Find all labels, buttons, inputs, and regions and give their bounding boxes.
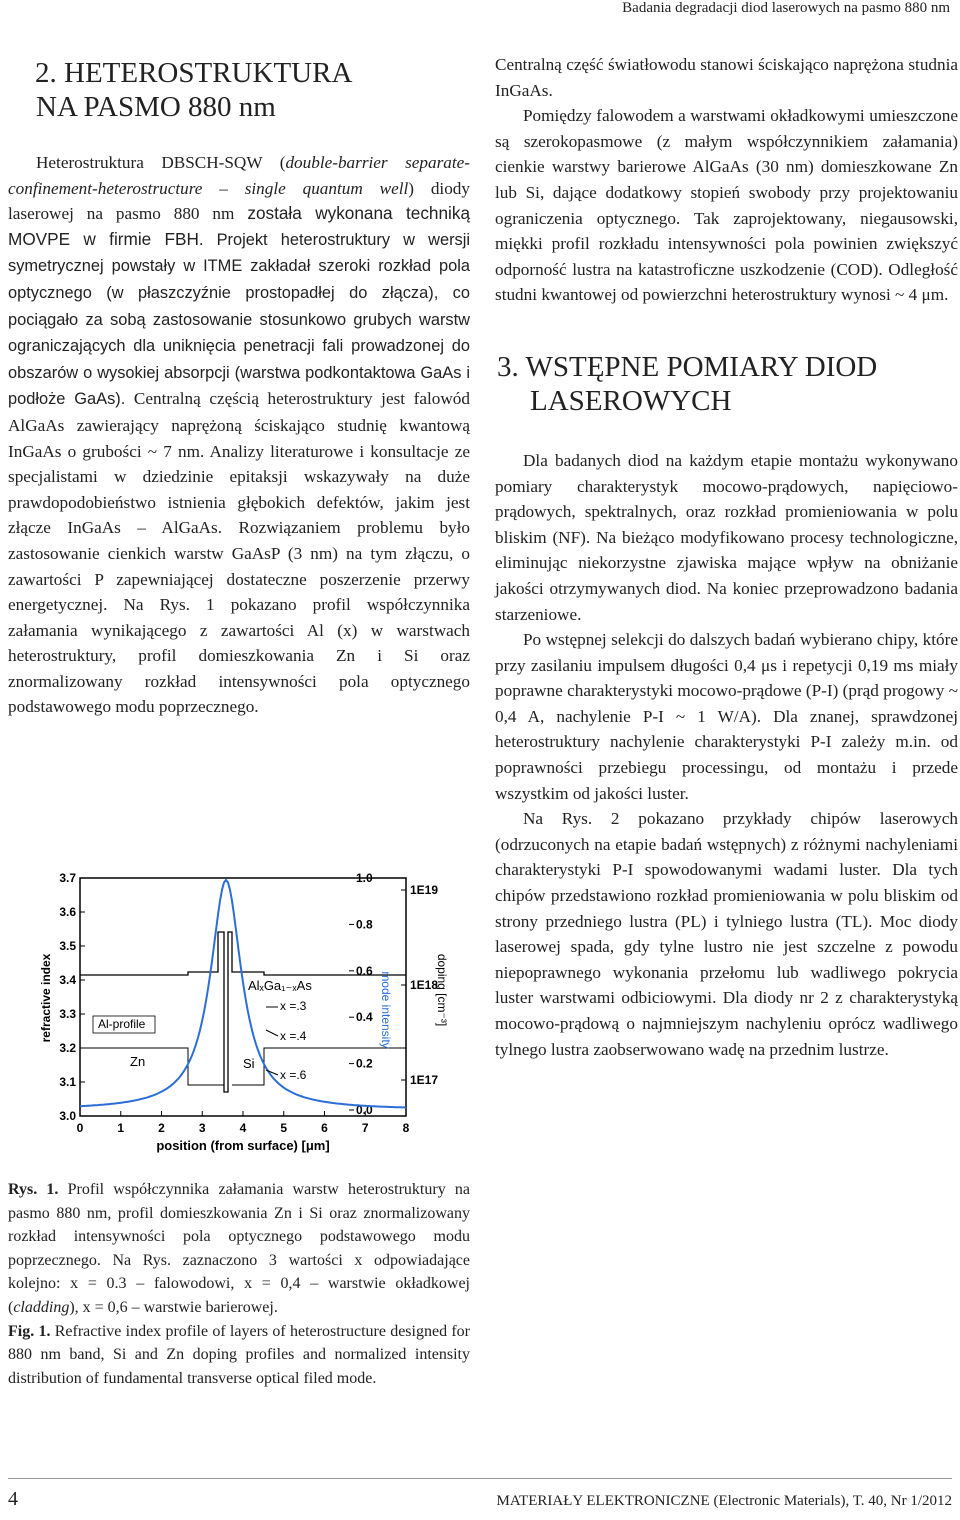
si-label: Si xyxy=(243,1056,255,1071)
caption-label: Rys. 1. xyxy=(8,1181,59,1198)
right-paragraph-a: Centralną część światłowodu stanowi ściskająco naprężona studnia InGaAs. xyxy=(495,55,958,100)
x4-pointer xyxy=(266,1030,278,1036)
x-tick-label: 8 xyxy=(402,1121,410,1135)
mode-intensity-axis-label: mode intensity xyxy=(379,971,393,1049)
x6-label: x =.6 xyxy=(280,1068,307,1082)
left-tick-label: 3.2 xyxy=(59,1041,76,1055)
section-3-paragraph-1: Dla badanych diod na każdym etapie montażu wykonywano pomiary charakterystyk mocowo-prądowych, napięciowo-prądowych, spektralnych, oraz rozkład promieniowania w polu bliskim (NF). Na bieżąco modyfikowano procesy technologiczne, eliminując niekorzystne zjawiska mające wpływ na obniżanie jakości otrzymywanych diod. Na koniec przeprowadzono badania starzeniowe. xyxy=(495,450,958,624)
left-tick-label: 3.7 xyxy=(59,871,76,885)
page-number: 4 xyxy=(8,1488,18,1510)
right-tick-label: 1E18 xyxy=(410,978,439,992)
left-column xyxy=(8,52,470,720)
section-2-paragraph xyxy=(8,150,470,720)
caption-text: ), x = 0,6 – warstwie barierowej. xyxy=(69,1298,278,1316)
section-3-paragraph-3: Na Rys. 2 pokazano przykłady chipów laserowych (odrzuconych na etapie badań wstępnych) z różnymi nachyleniami charakterystyki P-I spowodowanymi wadami luster. Dla tych chipów przedstawiono rozkład promieniowania w polu bliskim od strony przedniego lustra (PL) i tylniego lustra (TL). Moc diody laserowej spada, gdy tylne lustro nie jest szczelne z powodu niepoprawnego wykonania przełomu lub wadliwego pokrycia luster warstwami odbiciowymi. Dla diody nr 2 z charakterystyką mocowo-prądową o najmniejszym nachyleniu oprócz wadliwego tylnego lustra zaobserwowano wadę na przednim lustrze. xyxy=(495,809,958,1059)
x-tick-label: 7 xyxy=(361,1121,369,1135)
al-profile-label: Al-profile xyxy=(98,1017,146,1031)
algaas-label: AlₓGa₁₋ₓAs xyxy=(248,978,312,993)
footer-rule xyxy=(8,1478,952,1479)
section-2-heading xyxy=(8,52,470,124)
left-tick-label: 3.6 xyxy=(59,905,76,919)
mode-intensity-curve xyxy=(80,880,406,1108)
caption-text: Refractive index profile of layers of heterostructure designed for 880 nm band, Si and Zn doping profiles and normalized intensity distribution of fundamental transverse optical filed mode. xyxy=(8,1322,470,1387)
x-tick-label: 1 xyxy=(117,1121,125,1135)
left-axis-label: refractive index xyxy=(39,953,53,1043)
section-2-heading-line1: 2. HETEROSTRUKTURA xyxy=(35,57,353,89)
left-tick-label: 3.4 xyxy=(59,973,76,987)
right-tick-label: 1E17 xyxy=(410,1073,439,1087)
mid-tick-label: 0.2 xyxy=(356,1056,373,1071)
figure-1-plot xyxy=(38,870,448,1160)
para-text-sans: została wykonana techniką MOVPE w firmie FBH. xyxy=(8,203,471,249)
mid-tick-label: 1.0 xyxy=(356,871,373,885)
left-tick-label: 3.0 xyxy=(59,1109,76,1123)
x-tick-label: 0 xyxy=(76,1121,84,1135)
section-3-heading xyxy=(495,346,958,418)
x-tick-label: 2 xyxy=(158,1121,165,1135)
x3-label: x =.3 xyxy=(280,999,307,1013)
caption-italic: cladding xyxy=(13,1298,70,1316)
para-text-sans: Projekt heterostruktury w wersji symetrycznej powstały w ITME zakładał szeroki rozkład pola optycznego (w płaszczyźnie prostopadłej do złącza), co pociągało za sobą zastosowanie stosunkowo grubych warstw ograniczających dla uniknięcia penetracji fali prowadzonej do obszarów o wysokiej absorpcji (warstwa podkontaktowa GaAs i podłoże GaAs). xyxy=(8,230,471,409)
mid-tick-label: 0.4 xyxy=(356,1010,373,1025)
x-tick-label: 6 xyxy=(321,1121,328,1135)
running-header: Badania degradacji diod laserowych na pasmo 880 nm xyxy=(622,0,950,16)
section-3-heading-line2: LASEROWYCH xyxy=(530,384,732,417)
caption-polish xyxy=(8,1178,470,1320)
mid-tick-label: 0.0 xyxy=(356,1103,373,1117)
section-3-paragraph-2: Po wstępnej selekcji do dalszych badań wybierano chipy, które przy zasilaniu impulsem długości 0,4 μs i repetycji 0,19 ms miały poprawne charakterystyki mocowo-prądowe (P-I) (prąd progowy ~ 0,4 A, nachylenie P-I ~ 1 W/A). Dla znanej, sprawdzonej heterostruktury nachylenie charakterystyki P-I zależy m.in. od poprawności przebiegu processingu, od montażu i przede wszystkim od jakości luster. xyxy=(495,630,958,803)
para-text: Centralną częścią heterostruktury jest falowód AlGaAs zawierający naprężoną ściskająco studnię kwantową InGaAs o grubości ~ 7 nm. Analizy literaturowe i konsultacje ze specjalistami w dziedzinie epitaksji wskazywały na duże prawdopodobieństwo istnienia głębokich defektów, jakim jest złącze InGaAs – AlGaAs. Rozwiązaniem problemu było zastosowanie cienkich warstw GaAsP (3 nm) na tym złączu, o zawartości P zapewniającej dostateczne poszerzenie przerwy energetycznej. Na Rys. 1 pokazano profil współczynnika załamania wynikającego z zawartości Al (x) w warstwach heterostruktury, profil domieszkowania Zn i Si oraz znormalizowany rozkład intensywności pola optycznego podstawowego modu poprzecznego. xyxy=(8,389,470,717)
x-tick-label: 4 xyxy=(239,1121,247,1135)
left-axis-ticks xyxy=(59,871,85,1123)
x-axis-label: position (from surface) [μm] xyxy=(156,1138,330,1153)
mid-tick-label: 0.8 xyxy=(356,917,373,932)
si-doping-profile xyxy=(232,1048,406,1085)
mid-tick-label: 0.6 xyxy=(356,963,373,978)
right-column xyxy=(495,52,958,1062)
caption-text: Profil współczynnika załamania warstw heterostruktury na pasmo 880 nm, profil domieszkowania Zn i Si oraz znormalizowany rozkład intensywności pola optycznego podstawowego modu poprzecznego. Na Rys. zaznaczono 3 wartości x odpowiadające kolejno: x = 0.3 – falowodowi, x = 0,4 – warstwie okładkowej ( xyxy=(8,1181,471,1316)
caption-english xyxy=(8,1320,470,1391)
para-text: Heterostruktura DBSCH-SQW ( xyxy=(36,153,286,172)
left-tick-label: 3.5 xyxy=(59,939,76,953)
section-2-heading-line2: NA PASMO 880 nm xyxy=(36,91,276,123)
figure-1 xyxy=(38,870,448,1160)
journal-footer: MATERIAŁY ELEKTRONICZNE (Electronic Materials), T. 40, Nr 1/2012 xyxy=(496,1493,952,1509)
para-italic: double-barrier separate-confinement-heterostructure – single quantum well xyxy=(8,153,471,198)
right-paragraph-b: Pomiędzy falowodem a warstwami okładkowymi umieszczone są szerokopasmowe (z małym współczynnikiem załamania) cienkie warstwy barierowe AlGaAs (30 nm) domieszkowane Zn lub Si, dające dodatkowy stopień swobody przy projektowaniu ograniczenia optycznego. Tak zaprojektowany, niegausowski, miękki profil rozkładu intensywności pola powinien zwiększyć odporność lustra na katastroficzne uszkodzenie (COD). Odległość studni kwantowej od powierzchni heterostruktury wynosi ~ 4 μm. xyxy=(495,106,958,305)
left-tick-label: 3.1 xyxy=(59,1075,76,1089)
figure-1-caption xyxy=(8,1178,470,1390)
zn-label: Zn xyxy=(130,1054,146,1069)
x-tick-label: 3 xyxy=(198,1121,206,1135)
x-tick-label: 5 xyxy=(280,1121,288,1135)
right-tick-label: 1E19 xyxy=(410,883,439,897)
section-3-heading-line1: 3. WSTĘPNE POMIARY DIOD xyxy=(497,350,878,383)
x4-label: x =.4 xyxy=(280,1029,307,1043)
doping-axis-label: doping [cm⁻³] xyxy=(435,953,448,1027)
para-text: ) diody laserowej na pasmo 880 nm xyxy=(8,178,470,224)
mid-axis-ticks xyxy=(349,871,373,1117)
caption-label: Fig. 1. xyxy=(8,1322,51,1340)
zn-doping-profile xyxy=(80,1048,224,1085)
left-tick-label: 3.3 xyxy=(59,1007,76,1021)
x6-pointer xyxy=(266,1070,278,1075)
plot-frame xyxy=(80,878,406,1116)
